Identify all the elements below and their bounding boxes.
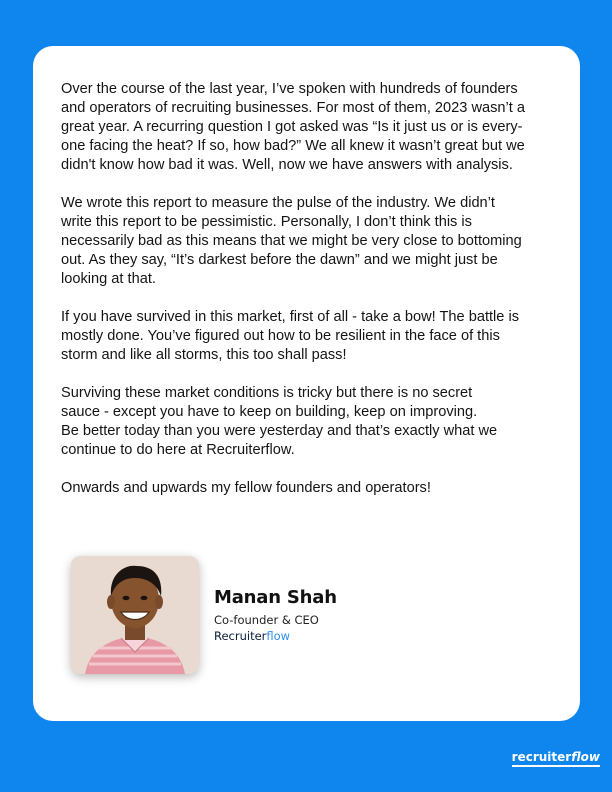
author-photo	[71, 556, 199, 674]
letter-paragraph-4: Surviving these market conditions is tricky but there is no secret sauce - except you have to keep on building, keep on improving. Be better today than you were yesterday and that’s exactly what we continue to do here at Recruiterflow.	[61, 385, 498, 458]
letter-paragraph-3: If you have survived in this market, first of all - take a bow! The battle is mostly done. You’ve figured out how to be resilient in the face of this storm and like all storms, this too shall pass!	[61, 309, 520, 363]
letter-paragraph-2: We wrote this report to measure the pulse of the industry. We didn’t write this report to be pessimistic. Personally, I don’t think this is necessarily bad as this means that we might be very close to bottoming out. As they say, “It’s darkest before the dawn” and we might just be looking at that.	[61, 195, 522, 287]
signature-block	[214, 586, 337, 644]
logo-text-part1: recruiter	[511, 750, 572, 764]
recruiterflow-logo	[512, 750, 600, 767]
letter-paragraph-1: Over the course of the last year, I’ve spoken with hundreds of founders and operators of recruiting businesses. For most of them, 2023 wasn’t a great year. A recurring question I got asked was “Is it just us or is every- one facing the heat? If so, how bad?” We all knew it wasn’t great but we didn't know how bad it was. Well, now we have answers with analysis.	[61, 81, 525, 173]
letter-paragraph-5: Onwards and upwards my fellow founders and operators!	[61, 480, 431, 496]
author-title: Co-founder & CEO	[214, 613, 319, 627]
portrait-image	[71, 556, 199, 674]
letter-body	[61, 80, 553, 517]
logo-text-part2: flow	[571, 750, 600, 764]
letter-card	[33, 46, 580, 721]
company-name-part2: flow	[266, 629, 291, 643]
logo-underline	[512, 765, 600, 767]
author-name: Manan Shah	[214, 587, 337, 608]
author-company	[214, 628, 337, 644]
company-name-part1: Recruiter	[214, 629, 267, 643]
